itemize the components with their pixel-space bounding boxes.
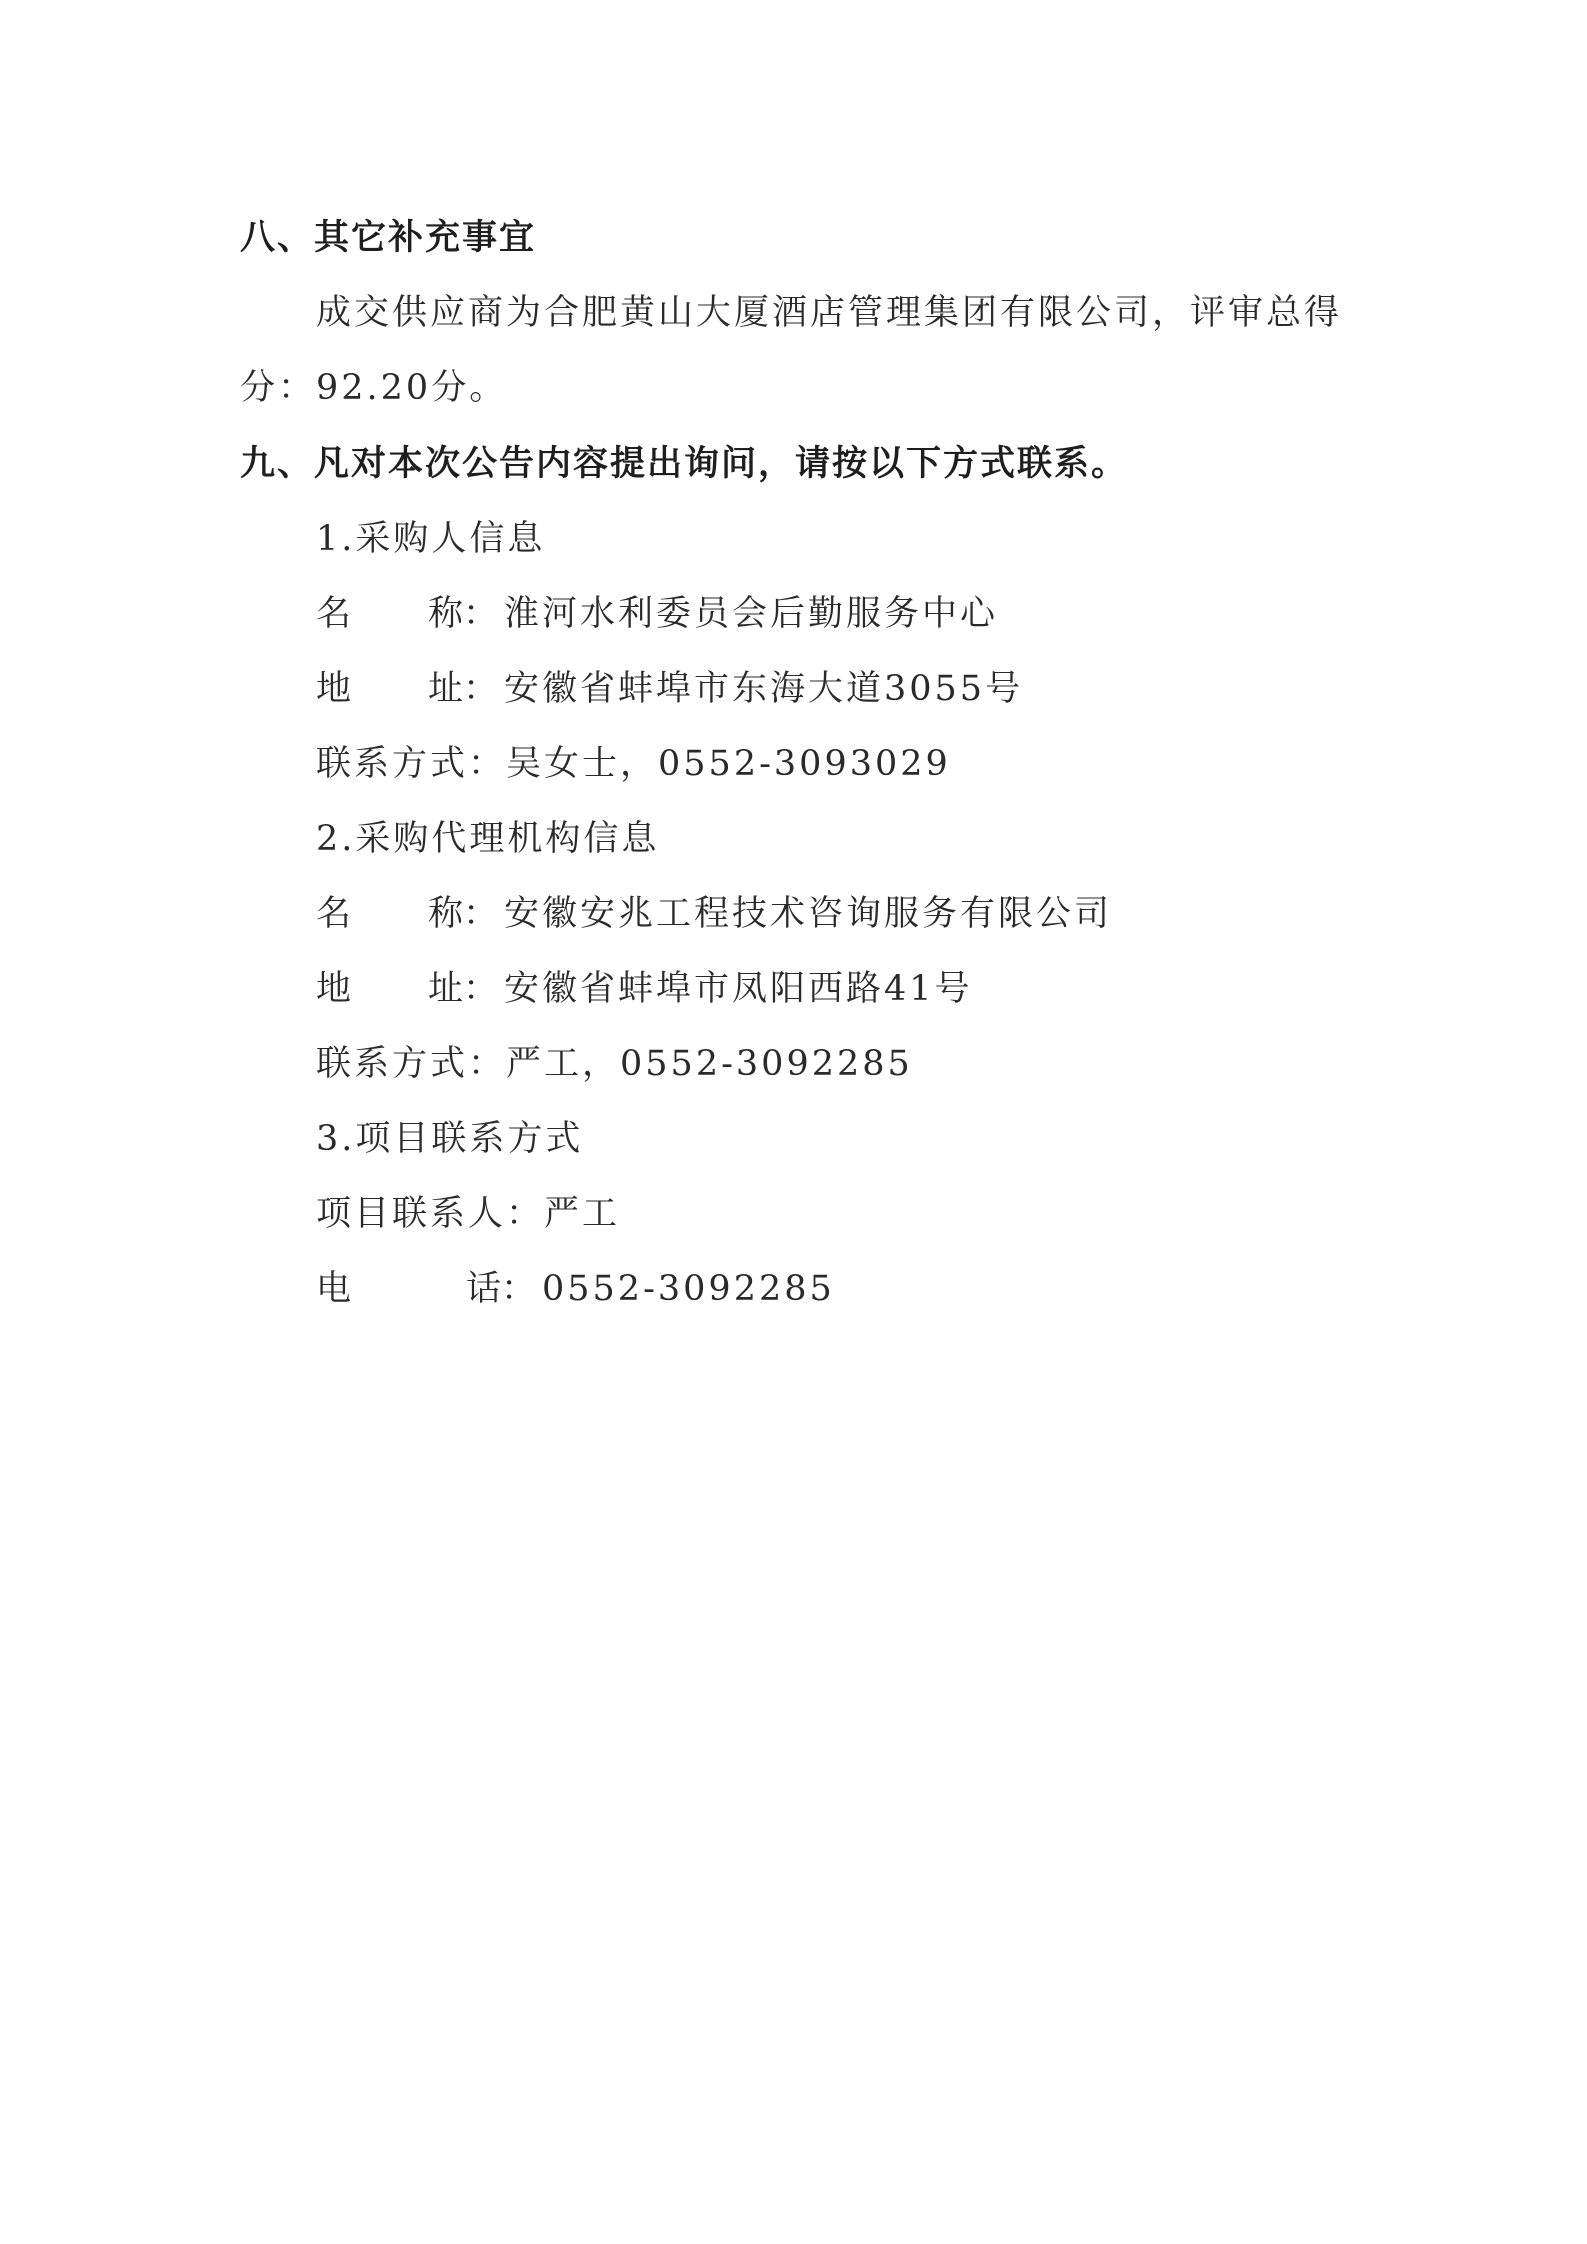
project-phone: 0552-3092285 [542, 1269, 835, 1309]
label-char: 地 [316, 969, 352, 1009]
project-phone-row [316, 1266, 835, 1312]
purchaser-address-label [316, 666, 504, 712]
agency-title: 2.采购代理机构信息 [316, 819, 660, 859]
project-person-row [316, 1191, 620, 1237]
label-char: 址： [428, 669, 499, 709]
agency-name-row [316, 891, 1112, 937]
project-phone-label [316, 1266, 542, 1312]
agency-contact: 严工，0552-3092285 [506, 1044, 913, 1084]
section-9-heading: 九、凡对本次公告内容提出询问，请按以下方式联系。 [240, 444, 1129, 484]
agency-name: 安徽安兆工程技术咨询服务有限公司 [504, 894, 1113, 934]
label-char: 称： [428, 594, 499, 634]
section-8-paragraph-line-1: 成交供应商为合肥黄山大厦酒店管理集团有限公司，评审总得 [316, 293, 1343, 333]
project-title: 3.项目联系方式 [316, 1119, 584, 1159]
purchaser-name-row [316, 591, 998, 637]
project-person: 严工 [544, 1194, 621, 1234]
purchaser-title: 1.采购人信息 [316, 519, 546, 559]
label-char: 地 [316, 669, 352, 709]
purchaser-name: 淮河水利委员会后勤服务中心 [504, 594, 999, 634]
label-char: 称： [428, 894, 499, 934]
label-char: 话： [466, 1269, 537, 1309]
agency-address: 安徽省蚌埠市凤阳西路41号 [504, 969, 973, 1009]
purchaser-address-row [316, 666, 1023, 712]
purchaser-contact-row [316, 741, 951, 787]
agency-name-label [316, 891, 504, 937]
purchaser-contact: 吴女士，0552-3093029 [506, 744, 951, 784]
section-8-paragraph-line-2: 分：92.20分。 [240, 368, 508, 408]
label-char: 址： [428, 969, 499, 1009]
agency-address-row [316, 966, 973, 1012]
purchaser-name-label [316, 591, 504, 637]
project-person-label: 项目联系人： [316, 1194, 545, 1234]
agency-contact-row [316, 1041, 913, 1087]
section-8-heading: 八、其它补充事宜 [240, 218, 537, 258]
purchaser-address: 安徽省蚌埠市东海大道3055号 [504, 669, 1024, 709]
agency-contact-label: 联系方式： [316, 1044, 507, 1084]
agency-address-label [316, 966, 504, 1012]
purchaser-contact-label: 联系方式： [316, 744, 507, 784]
label-char: 电 [316, 1269, 352, 1309]
label-char: 名 [316, 594, 352, 634]
label-char: 名 [316, 894, 352, 934]
